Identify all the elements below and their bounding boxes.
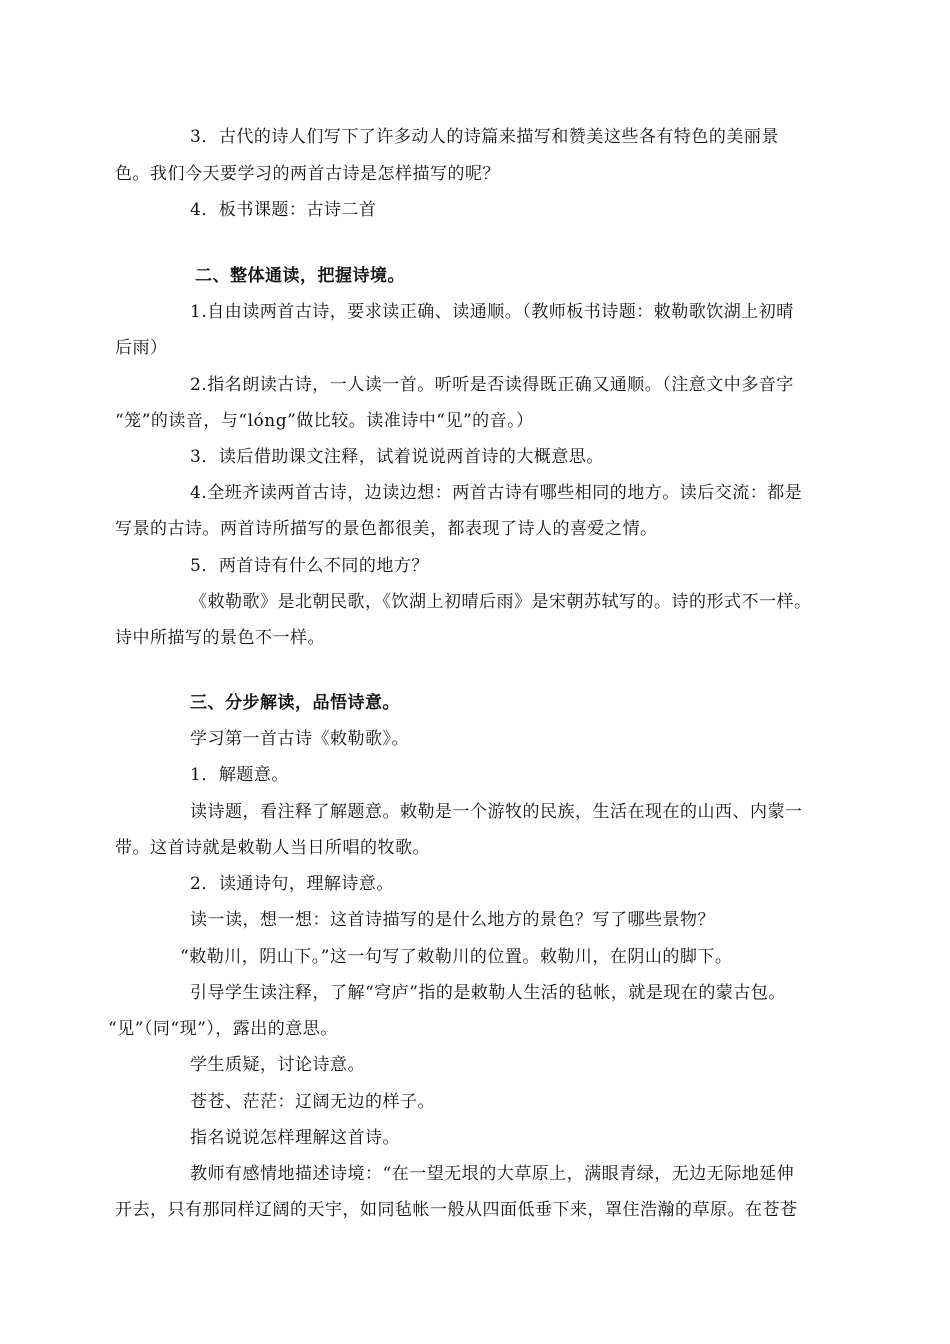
- paragraph-line: 诗中所描写的景色不一样。: [115, 628, 325, 648]
- paragraph-line: 3．古代的诗人们写下了许多动人的诗篇来描写和赞美这些各有特色的美丽景: [190, 127, 779, 147]
- section-heading: 二、整体通读，把握诗境。: [195, 266, 405, 286]
- paragraph-line: 引导学生读注释，了解“穹庐”指的是敕勒人生活的毡帐，就是现在的蒙古包。: [190, 983, 786, 1003]
- paragraph-line: 4．板书课题：古诗二首: [190, 200, 377, 220]
- paragraph-line: 1.自由读两首古诗，要求读正确、读通顺。（教师板书诗题：敕勒歌饮湖上初晴: [190, 302, 794, 322]
- paragraph-line: 《敕勒歌》是北朝民歌，《饮湖上初晴后雨》是宋朝苏轼写的。诗的形式不一样。: [190, 592, 812, 612]
- section-heading: 三、分步解读，品悟诗意。: [190, 693, 400, 713]
- paragraph-line: “见”（同“现”），露出的意思。: [108, 1019, 338, 1039]
- paragraph-line: 带。这首诗就是敕勒人当日所唱的牧歌。: [115, 838, 430, 858]
- paragraph-line: 4.全班齐读两首古诗，边读边想：两首古诗有哪些相同的地方。读后交流：都是: [190, 483, 803, 503]
- paragraph-line: 苍苍、茫茫：辽阔无边的样子。: [190, 1092, 435, 1112]
- paragraph-line: 教师有感情地描述诗境：“在一望无垠的大草原上，满眼青绿，无边无际地延伸: [190, 1164, 795, 1184]
- paragraph-line: 2．读通诗句，理解诗意。: [190, 874, 394, 894]
- paragraph-line: 读诗题，看注释了解题意。敕勒是一个游牧的民族，生活在现在的山西、内蒙一: [190, 802, 803, 822]
- paragraph-line: 2.指名朗读古诗，一人读一首。听听是否读得既正确又通顺。（注意文中多音字: [190, 375, 794, 395]
- paragraph-line: 后雨）: [115, 338, 168, 358]
- paragraph-line: 写景的古诗。两首诗所描写的景色都很美，都表现了诗人的喜爱之情。: [115, 519, 658, 539]
- paragraph-line: “敕勒川，阴山下。”这一句写了敕勒川的位置。敕勒川，在阴山的脚下。: [180, 947, 733, 967]
- paragraph-line: 色。我们今天要学习的两首古诗是怎样描写的呢？: [115, 164, 500, 184]
- paragraph-line: 学生质疑，讨论诗意。: [190, 1055, 365, 1075]
- paragraph-line: 指名说说怎样理解这首诗。: [190, 1128, 400, 1148]
- paragraph-line: 3．读后借助课文注释，试着说说两首诗的大概意思。: [190, 447, 604, 467]
- paragraph-line: 1．解题意。: [190, 765, 289, 785]
- paragraph-line: “笼”的读音，与“lóng”做比较。读准诗中“见”的音。）: [115, 411, 534, 431]
- paragraph-line: 读一读，想一想：这首诗描写的是什么地方的景色？写了哪些景物？: [190, 910, 715, 930]
- paragraph-line: 开去，只有那同样辽阔的天宇，如同毡帐一般从四面低垂下来，罩住浩瀚的草原。在苍苍: [115, 1200, 798, 1220]
- paragraph-line: 5．两首诗有什么不同的地方？: [190, 556, 429, 576]
- paragraph-line: 学习第一首古诗《敕勒歌》。: [190, 729, 409, 749]
